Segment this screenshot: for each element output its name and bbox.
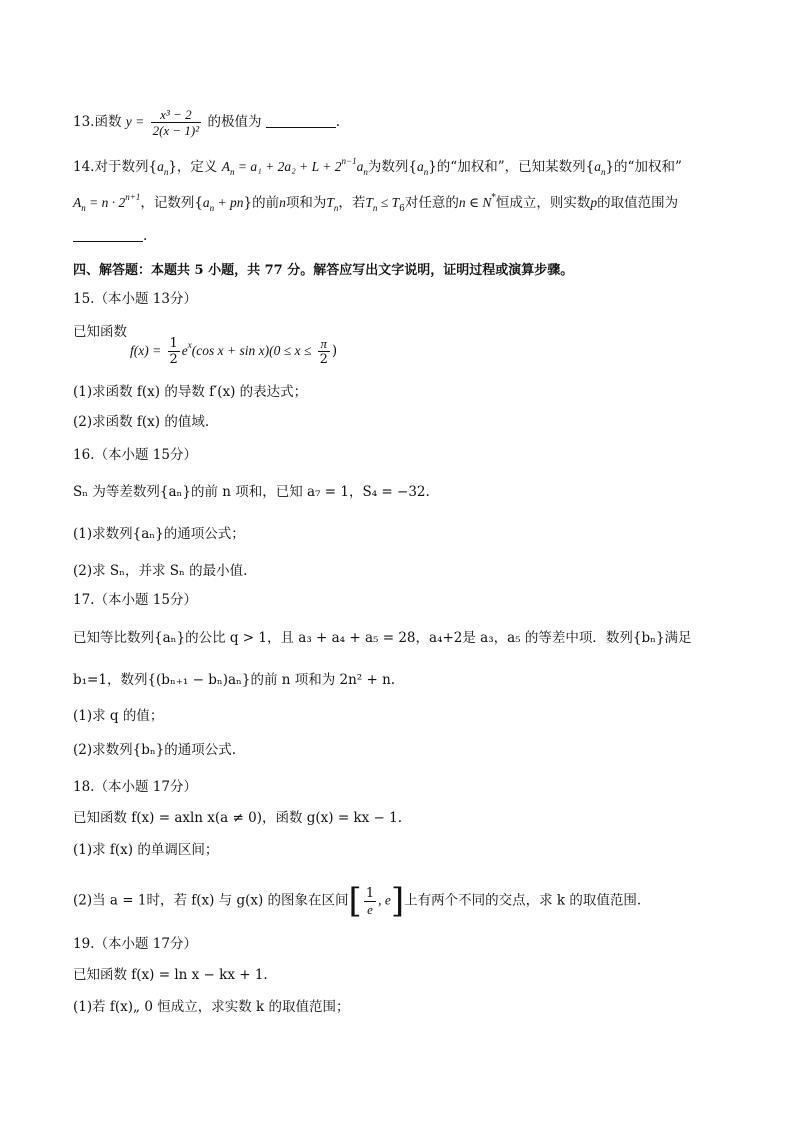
math-sub: n [333, 203, 339, 213]
numerator: 1 [365, 885, 375, 901]
numerator: π [318, 336, 330, 352]
q18-head: 18.（本小题 17分） [73, 779, 197, 795]
math-sub: n [229, 167, 235, 177]
math: a [202, 195, 210, 210]
math: ) [331, 343, 338, 359]
math: n [279, 195, 286, 210]
math-sub: 6 [399, 204, 405, 214]
text: ，若 [338, 195, 366, 211]
question-13: 13.函数 y = $\frac{\text{x³ − 2}}{\text{2(x − 1)²}}$ 的极值为 . [73, 107, 341, 138]
q17-line-2: b₁=1，数列{(bₙ₊₁ − bₙ)aₙ}的前 n 项和为 2n² + n. [73, 672, 396, 688]
text: (2)当 a = 1时，若 f(x) 与 g(x) 的图象在区间 [73, 892, 349, 909]
fraction-one-over-e [364, 886, 376, 917]
text: }的“加权和”，已知某数列{ [428, 159, 595, 175]
math: = n · 2 [85, 195, 126, 210]
q15-formula [130, 335, 337, 367]
math-sub: n [423, 167, 429, 177]
q15-head: 15.（本小题 13分） [73, 291, 197, 307]
question-14-line-1 [73, 151, 682, 182]
denominator: 2 [169, 352, 178, 367]
math: ≤ T [377, 195, 400, 210]
left-bracket: [ [348, 881, 362, 921]
text: 为数列{ [367, 159, 417, 175]
math-sup: x [187, 340, 192, 350]
question-14-answer-line: . [73, 226, 147, 246]
text: }的“加权和” [605, 159, 682, 175]
section-title: 四、解答题：本题共 5 小题，共 77 分。解答应写出文字说明，证明过程或演算步骤。 [73, 263, 574, 278]
q13-prefix: 13.函数 [73, 114, 122, 130]
q18-line: 已知函数 f(x) = axln x(a ≠ 0)，函数 g(x) = kx − 1. [73, 810, 403, 826]
q16-part-1: (1)求数列{aₙ}的通项公式； [73, 526, 245, 542]
text: ，记数列{ [140, 195, 203, 211]
q16-head: 16.（本小题 15分） [73, 447, 197, 463]
q19-head: 19.（本小题 17分） [73, 936, 197, 952]
math: A [73, 195, 82, 210]
math-sup: * [491, 193, 496, 203]
math-sub: n [81, 203, 86, 213]
text: 上有两个不同的交点，求 k 的取值范围. [404, 892, 642, 909]
q17-head: 17.（本小题 15分） [73, 592, 197, 608]
math: f(x) = [130, 343, 162, 358]
q17-line-1: 已知等比数列{aₙ}的公比 q > 1，且 a₃ + a₄ + a₅ = 28，a₄+2是 a₃，a₅ 的等差中项．数列{bₙ}满足 [73, 630, 692, 646]
text: }的前 [243, 195, 280, 211]
math: = a₁ + 2a₂ + L + 2 [234, 159, 342, 174]
text: }，定义 [168, 159, 218, 175]
q15-intro: 已知函数 [73, 324, 127, 340]
q13-denominator: 2(x − 1)² [152, 123, 200, 138]
math: T [326, 195, 334, 210]
q15-part-2: (2)求函数 f(x) 的值域. [73, 414, 210, 430]
q17-part-2: (2)求数列{bₙ}的通项公式. [73, 742, 237, 758]
question-14-line-2 [73, 187, 678, 219]
numerator: 1 [169, 336, 178, 351]
math: n ∈ N [458, 195, 492, 210]
q13-fraction [151, 107, 202, 138]
fraction-pi-half [318, 336, 330, 367]
text: 的取值范围为 [597, 195, 679, 211]
text: 恒成立，则实数 [495, 195, 591, 211]
fraction-half [168, 336, 180, 367]
answer-blank[interactable] [266, 113, 336, 128]
denominator: 2 [319, 352, 328, 367]
right-bracket: ] [390, 881, 405, 921]
q18-part-1: (1)求 f(x) 的单调区间； [73, 842, 219, 858]
math-sub: n [600, 167, 606, 177]
q19-line: 已知函数 f(x) = ln x − kx + 1. [73, 967, 268, 983]
math: e [181, 343, 188, 358]
math: a [594, 159, 601, 174]
math: a [157, 159, 164, 174]
q16-line: Sₙ 为等差数列{aₙ}的前 n 项和，已知 a₇ = 1，S₄ = −32. [73, 484, 430, 500]
math-sup: n−1 [341, 156, 357, 166]
q17-part-1: (1)求 q 的值； [73, 708, 164, 724]
q16-part-2: (2)求 Sₙ，并求 Sₙ 的最小值. [73, 563, 248, 579]
math-sub: n [209, 203, 215, 213]
q13-suffix: 的极值为 [207, 114, 262, 130]
math-sub: n [372, 203, 378, 213]
math: p [590, 195, 598, 210]
math: + pn [214, 195, 244, 210]
math: , e [378, 892, 391, 908]
math-sub: n [363, 167, 368, 177]
math: a [416, 159, 424, 174]
math-sub: n [163, 167, 169, 177]
q19-part-1: (1)若 f(x)„ 0 恒成立，求实数 k 的取值范围； [73, 999, 350, 1015]
q15-part-1: (1)求函数 f(x) 的导数 f′(x) 的表达式； [73, 384, 308, 400]
q18-part-2 [73, 881, 642, 921]
denominator: e [367, 901, 373, 917]
math-sup: n+1 [125, 192, 141, 202]
answer-blank[interactable] [73, 227, 143, 242]
math: (cos x + sin x)(0 ≤ x ≤ [191, 343, 312, 358]
text: 对任意的 [404, 195, 459, 211]
q13-numerator: x³ − 2 [151, 107, 202, 123]
math: a [356, 159, 364, 174]
text: 14.对于数列{ [73, 159, 158, 175]
q13-y: y = [125, 114, 145, 129]
math: A [221, 159, 230, 174]
text: 项和为 [285, 195, 327, 211]
math: T [365, 195, 373, 210]
